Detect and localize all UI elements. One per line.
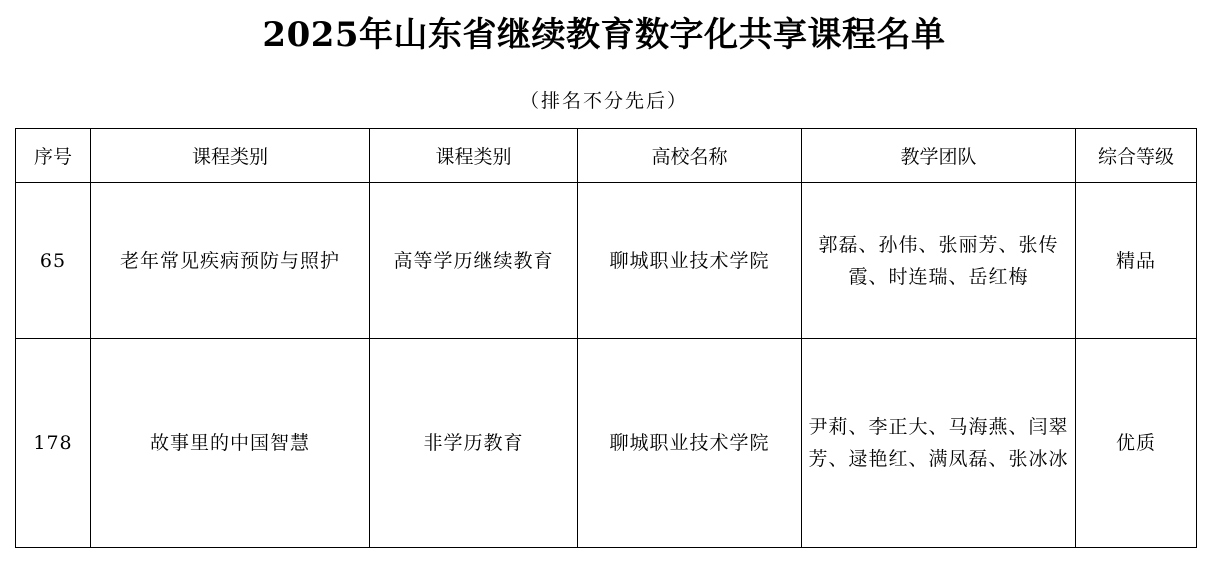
course-table <box>15 128 1197 548</box>
table-header-row <box>16 129 1197 183</box>
cell-category: 非学历教育 <box>370 339 578 548</box>
header-index: 序号 <box>16 129 91 183</box>
cell-grade: 优质 <box>1076 339 1197 548</box>
cell-course: 老年常见疾病预防与照护 <box>91 183 370 339</box>
header-team: 教学团队 <box>802 129 1076 183</box>
page-subtitle: （排名不分先后） <box>519 90 688 112</box>
header-category: 课程类别 <box>370 129 578 183</box>
cell-index: 178 <box>16 339 91 548</box>
cell-course: 故事里的中国智慧 <box>91 339 370 548</box>
table-row <box>16 183 1197 339</box>
header-grade: 综合等级 <box>1076 129 1197 183</box>
cell-index: 65 <box>16 183 91 339</box>
page-title: 2025年山东省继续教育数字化共享课程名单 <box>262 15 946 55</box>
header-school: 高校名称 <box>578 129 802 183</box>
cell-school: 聊城职业技术学院 <box>578 339 802 548</box>
cell-grade: 精品 <box>1076 183 1197 339</box>
cell-school: 聊城职业技术学院 <box>578 183 802 339</box>
cell-team: 郭磊、孙伟、张丽芳、张传霞、时连瑞、岳红梅 <box>802 183 1076 339</box>
header-course: 课程类别 <box>91 129 370 183</box>
cell-category: 高等学历继续教育 <box>370 183 578 339</box>
table-row <box>16 339 1197 548</box>
cell-team: 尹莉、李正大、马海燕、闫翠芳、逯艳红、满凤磊、张冰冰 <box>802 339 1076 548</box>
